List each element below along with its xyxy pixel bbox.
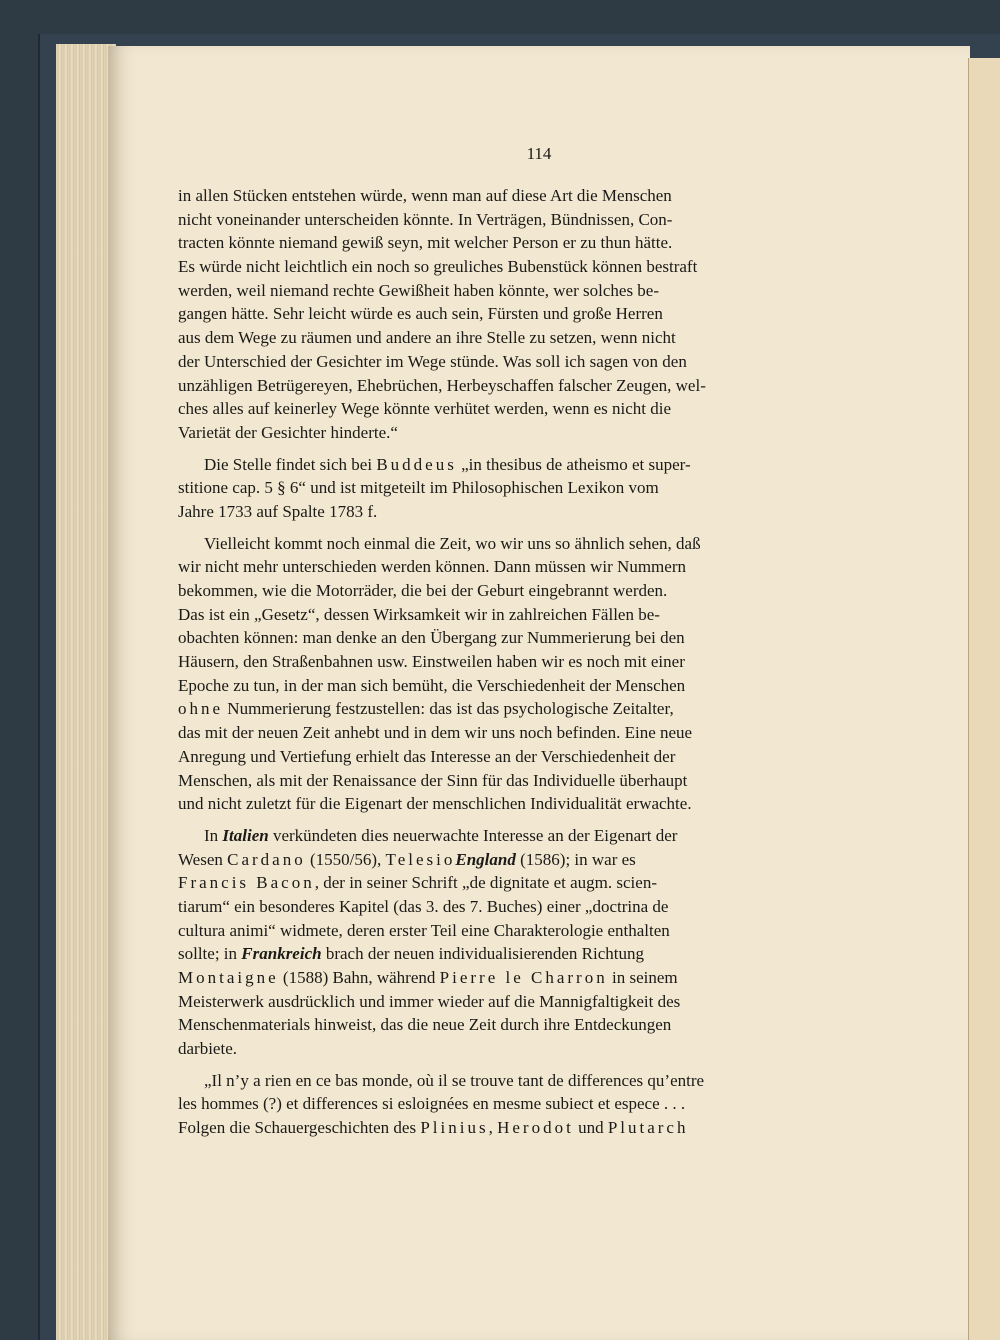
text-line — [178, 650, 890, 674]
text-line — [178, 1069, 890, 1093]
spaced-name: Herodot — [497, 1118, 574, 1138]
text-line — [178, 397, 890, 421]
text-line — [178, 769, 890, 793]
text-line — [178, 895, 890, 919]
spaced-name: Plutarch — [607, 1118, 689, 1138]
text-run: (1586); in — [515, 849, 592, 869]
text-run: darbiete. — [178, 1039, 237, 1059]
text-line — [178, 208, 890, 232]
text-run: der Unterschied der Gesichter im Wege stünde. Was soll ich sagen von den — [178, 351, 687, 371]
text-run: Wesen — [178, 849, 228, 869]
emphasized-country: Italien — [222, 825, 269, 845]
text-run: obachten können: man denke an den Übergang zur Nummerierung bei den — [178, 628, 685, 648]
text-run: les hommes (?) et differences si esloignées en mesme subiect et espece . . . — [178, 1094, 686, 1114]
text-run: In — [204, 825, 223, 845]
text-line — [178, 1037, 890, 1061]
emphasized-country: England — [455, 849, 516, 869]
text-line — [178, 421, 890, 445]
text-line — [178, 1092, 890, 1116]
text-run: das mit der neuen Zeit anhebt und in dem wir uns noch befinden. Eine neue — [178, 723, 693, 743]
text-line — [178, 674, 890, 698]
text-run: Häusern, den Straßenbahnen usw. Einstweilen haben wir es noch mit einer — [178, 652, 685, 672]
text-run: werden, weil niemand rechte Gewißheit haben könnte, wer solches be- — [178, 280, 660, 300]
text-line — [178, 919, 890, 943]
text-run: in allen Stücken entstehen würde, wenn man auf diese Art die Menschen — [178, 186, 672, 205]
text-line — [178, 745, 890, 769]
text-line — [178, 453, 890, 477]
text-run: Vielleicht kommt noch einmal die Zeit, wo wir uns so ähnlich sehen, daß — [204, 533, 701, 553]
text-run: Varietät der Gesichter hinderte.“ — [178, 422, 398, 442]
spaced-name: Cardano — [227, 849, 306, 869]
text-run: Meisterwerk ausdrücklich und immer wieder auf die Mannigfaltigkeit des — [178, 991, 681, 1011]
spaced-name: Montaigne — [178, 968, 279, 987]
text-line — [178, 231, 890, 255]
text-line — [178, 500, 890, 524]
page-number: 114 — [526, 144, 552, 163]
text-line — [178, 626, 890, 650]
text-run: cultura animi“ widmete, deren erster Teil eine Charakterologie enthalten — [178, 920, 670, 940]
text-line — [178, 1013, 890, 1037]
text-run: unzähligen Betrügereyen, Ehebrüchen, Herbeyschaffen falscher Zeugen, wel- — [178, 375, 706, 395]
spaced-name: Pierre le Charron — [439, 968, 608, 987]
text-line — [178, 824, 890, 848]
facing-page-edge — [968, 58, 1000, 1340]
text-line — [178, 942, 890, 966]
text-run: aus dem Wege zu räumen und andere an ihre Stelle zu setzen, wenn nicht — [178, 328, 676, 348]
spaced-name: ohne — [178, 699, 224, 719]
text-line — [178, 279, 890, 303]
text-line — [178, 697, 890, 721]
text-run: war es — [591, 849, 636, 869]
text-run: Menschenmaterials hinweist, das die neue Zeit durch ihre Entdeckungen — [178, 1015, 672, 1035]
text-run: brach der neuen individualisierenden Richtung — [321, 944, 645, 964]
text-run: „in thesibus de atheismo et super- — [456, 454, 691, 474]
text-run: Jahre 1733 auf Spalte 1783 f. — [178, 501, 378, 521]
text-run: Menschen, als mit der Renaissance der Sinn für das Individuelle überhaupt — [178, 770, 688, 790]
text-run: Die Stelle findet sich bei — [204, 454, 377, 474]
text-line — [178, 871, 890, 895]
text-line — [178, 374, 890, 398]
spaced-name: Telesio — [385, 849, 456, 869]
spaced-name: Plinius — [420, 1118, 489, 1138]
text-run: Es würde nicht leichtlich ein noch so greuliches Bubenstück können bestraft — [178, 257, 698, 277]
text-run: und nicht zuletzt für die Eigenart der menschlichen Individualität erwachte. — [178, 794, 692, 814]
page-edges — [56, 44, 116, 1340]
text-run: tiarum“ ein besonderes Kapitel (das 3. des 7. Buches) einer „doctrina de — [178, 896, 669, 916]
text-line — [178, 326, 890, 350]
spaced-name: Francis Bacon — [178, 873, 315, 893]
body-text — [178, 184, 890, 1140]
text-run: gangen hätte. Sehr leicht würde es auch sein, Fürsten und große Herren — [178, 304, 663, 324]
emphasized-country: Frankreich — [241, 944, 322, 964]
text-line — [178, 255, 890, 279]
text-run: „Il n’y a rien en ce bas monde, où il se trouve tant de differences qu’entre — [204, 1070, 705, 1090]
text-line — [178, 603, 890, 627]
text-line — [178, 532, 890, 556]
spaced-name: Buddeus — [376, 454, 457, 474]
text-run: ches alles auf keinerley Wege könnte verhütet werden, wenn es nicht die — [178, 399, 672, 419]
text-line — [178, 302, 890, 326]
text-run: Folgen die Schauergeschichten des — [178, 1118, 421, 1138]
text-line — [178, 555, 890, 579]
text-run: Epoche zu tun, in der man sich bemüht, die Verschiedenheit der Menschen — [178, 675, 686, 695]
text-line — [178, 990, 890, 1014]
text-line — [178, 476, 890, 500]
text-run: stitione cap. 5 § 6“ und ist mitgeteilt im Philosophischen Lexikon vom — [178, 478, 659, 498]
text-run: , der in seiner Schrift „de dignitate et augm. scien- — [314, 873, 657, 893]
text-line — [178, 848, 890, 872]
text-run: Das ist ein „Gesetz“, dessen Wirksamkeit wir in zahlreichen Fällen be- — [178, 604, 660, 624]
text-run: sollte; in — [178, 944, 242, 964]
text-run: tracten könnte niemand gewiß seyn, mit welcher Person er zu thun hätte. — [178, 233, 673, 253]
text-run: und — [573, 1118, 608, 1138]
text-run: , — [488, 1118, 498, 1138]
text-line — [178, 966, 890, 990]
text-run: Nummerierung festzustellen: das ist das psychologische Zeitalter, — [223, 699, 674, 719]
text-line — [178, 792, 890, 816]
text-line — [178, 350, 890, 374]
text-line — [178, 579, 890, 603]
text-line — [178, 721, 890, 745]
text-run: Anregung und Vertiefung erhielt das Interesse an der Verschiedenheit der — [178, 746, 676, 766]
text-run: nicht voneinander unterscheiden könnte. In Verträgen, Bündnissen, Con- — [178, 209, 673, 229]
text-line — [178, 184, 890, 208]
text-line — [178, 1116, 890, 1140]
text-run: wir nicht mehr unterschieden werden können. Dann müssen wir Nummern — [178, 557, 686, 577]
text-run: in seinem — [607, 968, 678, 987]
text-run: verkündeten dies neuerwachte Interesse an der Eigenart der — [268, 825, 678, 845]
text-run: bekommen, wie die Motorräder, die bei der Geburt eingebrannt werden. — [178, 581, 668, 600]
text-run: (1588) Bahn, während — [278, 968, 440, 987]
text-run: (1550/56), — [305, 849, 386, 869]
